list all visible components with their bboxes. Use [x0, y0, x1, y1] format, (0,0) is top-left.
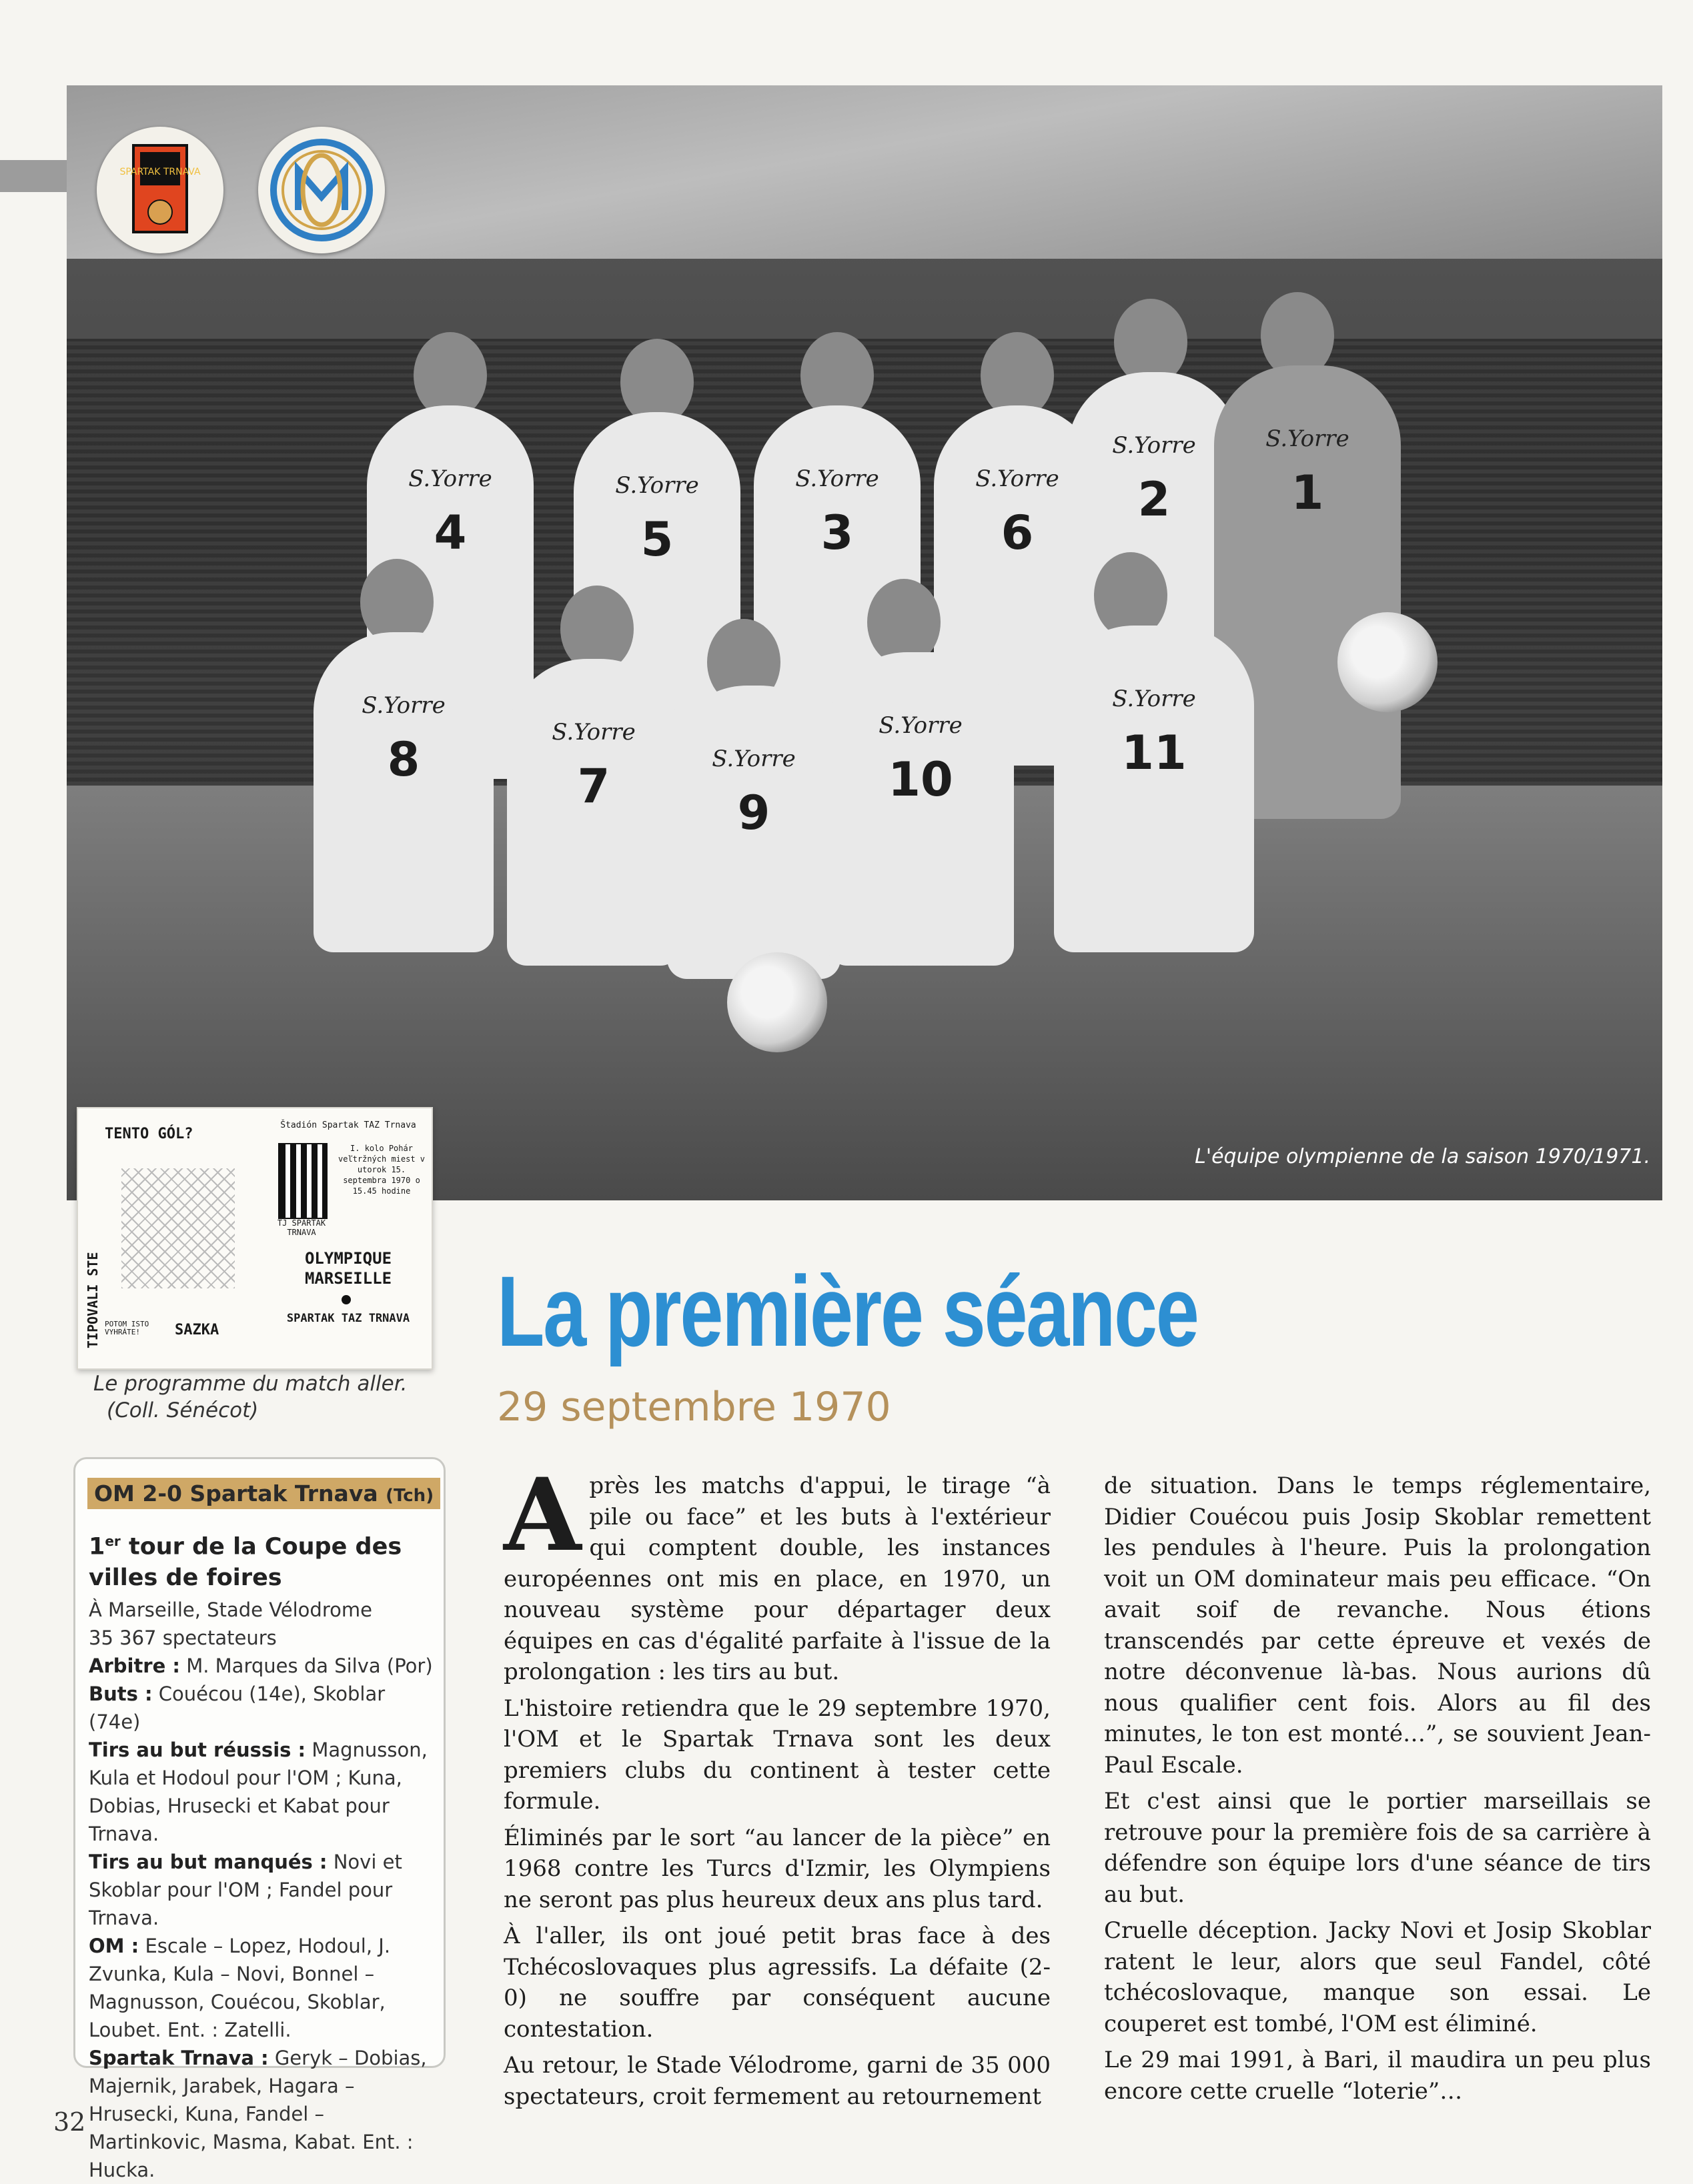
- player-front-2: [507, 659, 680, 966]
- competition-round: [89, 1526, 437, 1593]
- score-banner: [87, 1478, 440, 1509]
- venue: À Marseille, Stade Vélodrome: [89, 1598, 372, 1621]
- jersey-brand: S.Yorre: [1112, 686, 1196, 712]
- penalties-scored-line: [89, 1736, 437, 1848]
- program-caption-line1: Le programme du match aller.: [93, 1372, 408, 1396]
- article-paragraph-2: L'histoire retiendra que le 29 septembre 1970, l'OM et le Spartak Trnava sont les deux premiers clubs du continent à tester cette formule.: [504, 1695, 1051, 1815]
- penalties-scored-label: Tirs au but réussis :: [89, 1738, 306, 1761]
- jersey-brand: S.Yorre: [362, 692, 446, 719]
- jersey-brand: S.Yorre: [1112, 432, 1196, 459]
- jersey-number: 7: [577, 759, 610, 814]
- jersey-number: 10: [888, 752, 953, 807]
- trnava-lineup-line: [89, 2044, 437, 2184]
- article-paragraph-7: Et c'est ainsi que le portier marseillais se retrouve pour la première fois de sa carrière à défendre son équipe lors d'une séance de tirs au but.: [1104, 1788, 1651, 1908]
- goal-net-illustration: [121, 1168, 235, 1288]
- penalties-scored: Magnusson, Kula et Hodoul pour l'OM ; Kuna, Dobias, Hrusecki et Kabat pour Trnava.: [89, 1738, 428, 1845]
- jersey-number: 1: [1291, 465, 1324, 520]
- player-front-5: [1054, 626, 1254, 952]
- article-paragraph-9: Le 29 mai 1991, à Bari, il maudira un peu plus encore cette cruelle “loterie”…: [1104, 2047, 1651, 2105]
- page-number: 32: [53, 2107, 86, 2137]
- jersey-number: 4: [434, 505, 467, 560]
- trnava-lineup-label: Spartak Trnava :: [89, 2046, 269, 2069]
- article-paragraph-3: Éliminés par le sort “au lancer de la pièce” en 1968 contre les Turcs d'Izmir, les Olympiens ne seront pas plus heureux deux ans plus tard.: [504, 1824, 1051, 1913]
- om-lineup-line: [89, 1932, 437, 2044]
- ticket-tento-gol: TENTO GÓL?: [105, 1126, 193, 1142]
- penalties-missed: Novi et Skoblar pour l'OM ; Fandel pour Trnava.: [89, 1850, 402, 1929]
- match-date: 29 septembre 1970: [497, 1384, 891, 1430]
- score-text: OM 2-0 Spartak Trnava: [94, 1480, 378, 1506]
- match-facts-body: [89, 1526, 437, 2184]
- score-country: (Tch): [386, 1486, 434, 1506]
- round-sup: er: [105, 1533, 121, 1549]
- program-caption-line2: (Coll. Sénécot): [107, 1398, 259, 1422]
- penalties-missed-line: [89, 1848, 437, 1932]
- jersey-number: 8: [387, 732, 420, 787]
- jersey-brand: S.Yorre: [879, 712, 963, 739]
- goals: Couécou (14e), Skoblar (74e): [89, 1682, 386, 1733]
- jersey-brand: S.Yorre: [408, 465, 492, 492]
- article-column-2: [1104, 1470, 1651, 2112]
- football: [727, 952, 827, 1052]
- player-front-4: [827, 652, 1014, 966]
- om-lineup-label: OM :: [89, 1934, 139, 1957]
- jersey-number: 6: [1001, 505, 1034, 560]
- referee-line: [89, 1652, 437, 1680]
- bullet-icon: [342, 1295, 351, 1304]
- match-program-ticket: [77, 1107, 433, 1370]
- article-text: près les matchs d'appui, le tirage “à pile ou face” et les buts à l'extérieur qui comptent double, les instances européennes ont mis en place, en 1970, un nouveau système pour départager deux équipes en cas d'égalité parfaite à l'issue de la prolongation : les tirs au but.: [504, 1472, 1051, 1685]
- referee-label: Arbitre :: [89, 1654, 180, 1677]
- jersey-number: 2: [1137, 472, 1171, 527]
- photo-caption: L'équipe olympienne de la saison 1970/1971.: [1195, 1145, 1650, 1168]
- penalties-missed-label: Tirs au but manqués :: [89, 1850, 328, 1873]
- program-caption: [93, 1370, 407, 1424]
- ticket-potom: POTOM ISTO VYHRÁTE!: [105, 1320, 149, 1336]
- article-paragraph-5: Au retour, le Stade Vélodrome, garni de 35 000 spectateurs, croit fermement au retournement: [504, 2052, 1051, 2110]
- jersey-number: 3: [820, 505, 854, 560]
- article-paragraph-6: de situation. Dans le temps réglementaire, Didier Couécou puis Josip Skoblar remettent les pendules à l'heure. Puis la prolongation voit un OM dominateur mais peu efficace. “On avait soif de revanche. Nous étions transcendés par cette épreuve et vexés de notre déconvenue là-bas. Nous aurions dû nous qualifier cent fois. Alors au fil des minutes, le ton est monté…”, se souvient Jean-Paul Escale.: [1104, 1472, 1651, 1779]
- jersey-number: 5: [640, 512, 674, 567]
- goals-line: [89, 1680, 437, 1736]
- football: [1337, 612, 1438, 712]
- drop-cap: A: [504, 1456, 582, 1574]
- ticket-sazka: SAZKA: [175, 1322, 219, 1338]
- ticket-info: I. kolo Pohár veľtržných miest v utorok 15. septembra 1970 o 15.45 hodine: [338, 1144, 426, 1196]
- round-number: 1: [89, 1533, 105, 1560]
- article-paragraph-1: [504, 1456, 1051, 1688]
- olympique-marseille-logo: [258, 127, 385, 253]
- player-front-3: [667, 686, 840, 979]
- jersey-brand: S.Yorre: [712, 746, 796, 772]
- spartak-trnava-logo: [97, 127, 223, 253]
- ticket-away-team: SPARTAK TAZ TRNAVA: [286, 1312, 410, 1325]
- jersey-number: 9: [737, 786, 770, 840]
- jersey-brand: S.Yorre: [552, 719, 636, 746]
- svg-text:SPARTAK TRNAVA: SPARTAK TRNAVA: [119, 167, 201, 177]
- jersey-number: 11: [1121, 726, 1187, 780]
- page-title: La première séance: [497, 1255, 1198, 1367]
- article-paragraph-8: Cruelle déception. Jacky Novi et Josip Skoblar ratent le leur, alors que seul Fandel, côté tchécoslovaque, manque son essai. Le couperet est tombé, l'OM est éliminé.: [1104, 1917, 1651, 2037]
- jersey-brand: S.Yorre: [615, 472, 699, 499]
- jersey-brand: S.Yorre: [1265, 425, 1349, 452]
- article-paragraph-4: À l'aller, ils ont joué petit bras face à des Tchécoslovaques plus agressifs. La défaite (2-0) ne souffre par conséquent aucune contestation.: [504, 1923, 1051, 2043]
- jersey-brand: S.Yorre: [975, 465, 1059, 492]
- match-facts-box: [73, 1457, 446, 2181]
- om-lineup: Escale – Lopez, Hodoul, J. Zvunka, Kula – Novi, Bonnel – Magnusson, Couécou, Skoblar, Loubet. Ent. : Zatelli.: [89, 1934, 391, 2041]
- referee: M. Marques da Silva (Por): [186, 1654, 433, 1677]
- ticket-club: TJ SPARTAK TRNAVA: [277, 1218, 326, 1237]
- article-column-1: [504, 1456, 1051, 2117]
- goals-label: Buts :: [89, 1682, 153, 1705]
- spartak-crest-icon: [278, 1143, 328, 1219]
- trnava-lineup: Geryk – Dobias, Majernik, Jarabek, Hagara – Hrusecki, Kuna, Fandel – Martinkovic, Masma, Kabat. Ent. : Hucka.: [89, 2046, 427, 2181]
- jersey-brand: S.Yorre: [795, 465, 879, 492]
- ticket-stadium: Štadión Spartak TAZ Trnava: [280, 1120, 416, 1130]
- spectators: 35 367 spectateurs: [89, 1626, 277, 1649]
- ticket-home-team: OLYMPIQUE MARSEILLE: [304, 1249, 392, 1288]
- player-front-1: [314, 632, 494, 952]
- ticket-tipovali: TIPOVALI STE: [85, 1252, 101, 1348]
- round-text: tour de la Coupe des villes de foires: [89, 1533, 402, 1591]
